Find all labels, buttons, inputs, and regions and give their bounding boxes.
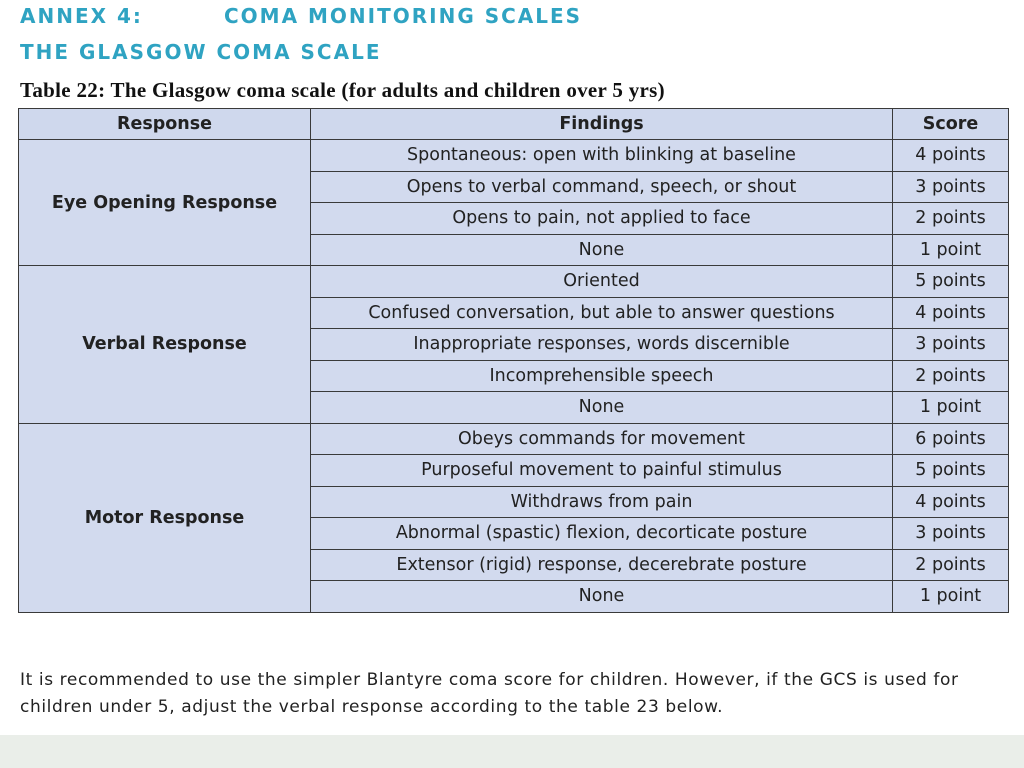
score-cell: 1 point — [893, 581, 1009, 613]
score-cell: 6 points — [893, 423, 1009, 455]
glasgow-coma-scale-table — [18, 108, 1009, 613]
score-cell: 2 points — [893, 203, 1009, 235]
score-cell: 1 point — [893, 234, 1009, 266]
table-caption: Table 22: The Glasgow coma scale (for adults and children over 5 yrs) — [20, 78, 665, 102]
table-row — [19, 266, 1009, 298]
recommendation-note: It is recommended to use the simpler Blantyre coma score for children. However, if the GCS is used for children under 5, adjust the verbal response according to the table 23 below. — [20, 670, 959, 717]
response-eye-opening: Eye Opening Response — [19, 140, 311, 266]
score-cell: 3 points — [893, 518, 1009, 550]
score-cell: 4 points — [893, 140, 1009, 172]
finding-cell: Confused conversation, but able to answer questions — [311, 297, 893, 329]
score-cell: 4 points — [893, 297, 1009, 329]
finding-cell: Purposeful movement to painful stimulus — [311, 455, 893, 487]
score-cell: 5 points — [893, 455, 1009, 487]
finding-cell: None — [311, 234, 893, 266]
annex-title: COMA MONITORING SCALES — [224, 4, 583, 28]
score-cell: 4 points — [893, 486, 1009, 518]
finding-cell: Inappropriate responses, words discernible — [311, 329, 893, 361]
response-verbal: Verbal Response — [19, 266, 311, 424]
finding-cell: Oriented — [311, 266, 893, 298]
footer-band — [0, 735, 1024, 768]
finding-cell: Incomprehensible speech — [311, 360, 893, 392]
table-row — [19, 140, 1009, 172]
score-cell: 1 point — [893, 392, 1009, 424]
finding-cell: Obeys commands for movement — [311, 423, 893, 455]
table-row — [19, 423, 1009, 455]
score-cell: 2 points — [893, 549, 1009, 581]
score-cell: 3 points — [893, 329, 1009, 361]
score-cell: 3 points — [893, 171, 1009, 203]
finding-cell: Abnormal (spastic) flexion, decorticate posture — [311, 518, 893, 550]
finding-cell: Spontaneous: open with blinking at baseline — [311, 140, 893, 172]
finding-cell: Extensor (rigid) response, decerebrate posture — [311, 549, 893, 581]
finding-cell: None — [311, 392, 893, 424]
column-header-response: Response — [19, 109, 311, 140]
table-header-row — [19, 109, 1009, 140]
score-cell: 5 points — [893, 266, 1009, 298]
annex-label: ANNEX 4: — [20, 4, 143, 28]
finding-cell: Opens to verbal command, speech, or shout — [311, 171, 893, 203]
finding-cell: Opens to pain, not applied to face — [311, 203, 893, 235]
finding-cell: None — [311, 581, 893, 613]
response-motor: Motor Response — [19, 423, 311, 612]
section-title: THE GLASGOW COMA SCALE — [20, 40, 382, 64]
score-cell: 2 points — [893, 360, 1009, 392]
finding-cell: Withdraws from pain — [311, 486, 893, 518]
column-header-score: Score — [893, 109, 1009, 140]
column-header-findings: Findings — [311, 109, 893, 140]
